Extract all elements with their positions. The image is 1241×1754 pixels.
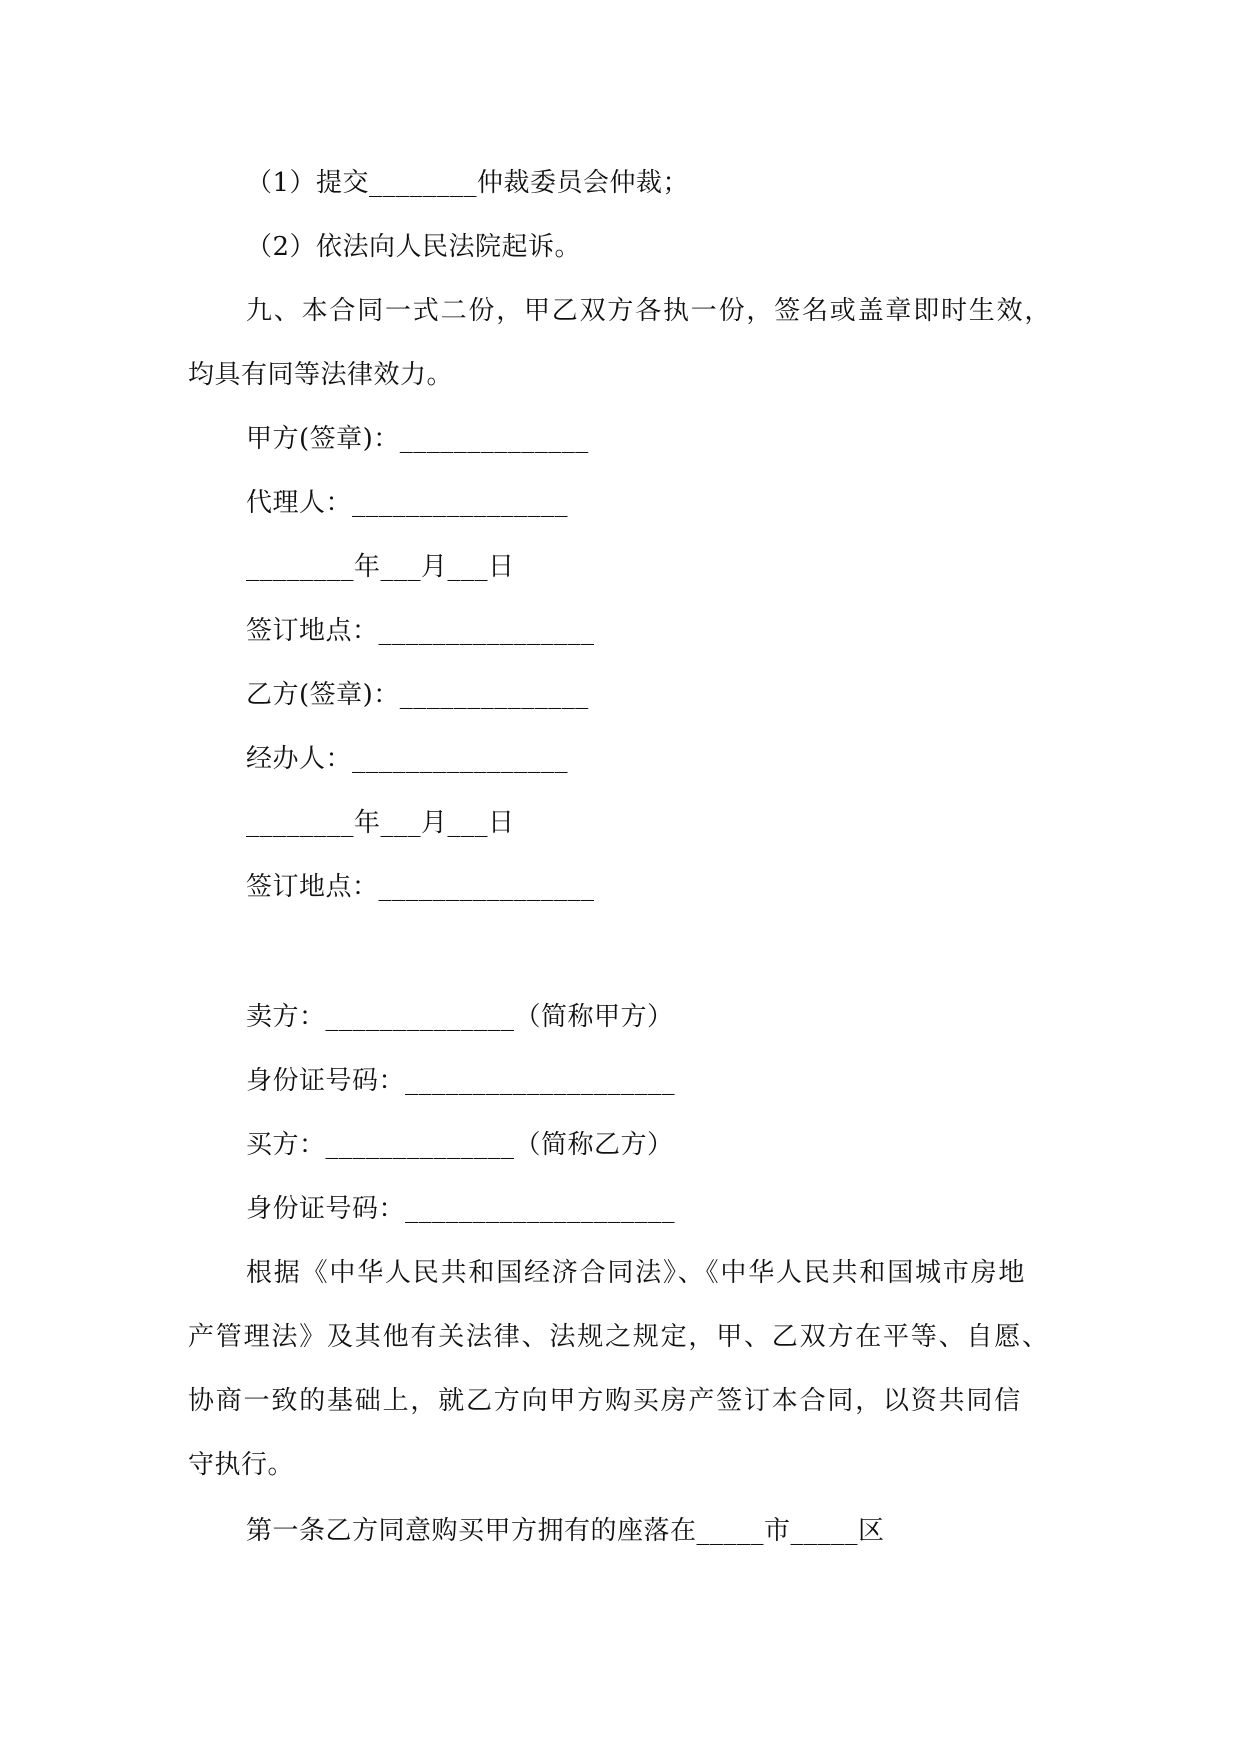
party-a-date: ________年___月___日 xyxy=(246,552,515,582)
clause-9-line-2: 均具有同等法律效力。 xyxy=(188,360,454,390)
party-a-signature: 甲方(签章)：______________ xyxy=(246,424,589,454)
preamble-line-1: 根据《中华人民共和国经济合同法》、《中华人民共和国城市房地 xyxy=(246,1258,1027,1288)
preamble-line-3: 协商一致的基础上，就乙方向甲方购买房产签订本合同，以资共同信 xyxy=(188,1386,1023,1416)
party-a-signing-place: 签订地点：________________ xyxy=(246,616,595,646)
arbitration-option: （1）提交________仲裁委员会仲裁； xyxy=(246,168,690,198)
party-b-handler: 经办人：________________ xyxy=(246,744,569,774)
party-b-date: ________年___月___日 xyxy=(246,808,515,838)
lawsuit-option: （2）依法向人民法院起诉。 xyxy=(246,232,582,262)
buyer-line: 买方：______________（简称乙方） xyxy=(246,1130,674,1160)
clause-9-line-1: 九、本合同一式二份，甲乙双方各执一份，签名或盖章即时生效， xyxy=(246,296,1053,326)
party-a-agent: 代理人：________________ xyxy=(246,488,569,518)
party-b-signature: 乙方(签章)：______________ xyxy=(246,680,589,710)
preamble-line-4: 守执行。 xyxy=(188,1450,295,1480)
buyer-id-number: 身份证号码：____________________ xyxy=(246,1194,676,1224)
article-1: 第一条乙方同意购买甲方拥有的座落在_____市_____区 xyxy=(246,1516,885,1546)
seller-id-number: 身份证号码：____________________ xyxy=(246,1066,676,1096)
seller-line: 卖方：______________（简称甲方） xyxy=(246,1002,674,1032)
preamble-line-2: 产管理法》及其他有关法律、法规之规定，甲、乙双方在平等、自愿、 xyxy=(188,1322,1050,1352)
party-b-signing-place: 签订地点：________________ xyxy=(246,872,595,902)
